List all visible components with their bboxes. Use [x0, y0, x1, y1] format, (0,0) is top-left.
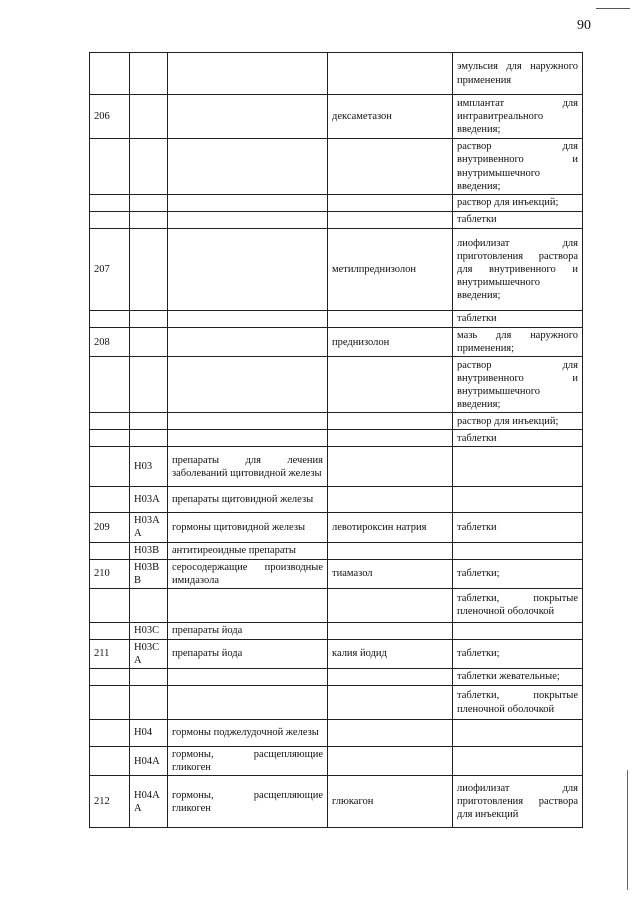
cell-group [168, 328, 328, 357]
cell-num: 206 [90, 95, 130, 139]
cell-code [130, 669, 168, 686]
cell-num [90, 588, 130, 622]
table-row [90, 328, 583, 357]
cell-form: таблетки [453, 212, 583, 229]
cell-name [328, 311, 453, 328]
cell-form: лиофилизат для приготовления раствора для внутривенного и внутримышечного введения; [453, 229, 583, 311]
cell-form: раствор для внутривенного и внутримышечного введения; [453, 357, 583, 413]
cell-code [130, 195, 168, 212]
cell-num: 212 [90, 776, 130, 828]
cell-form: лиофилизат для приготовления раствора для инъекций [453, 776, 583, 828]
cell-code [130, 588, 168, 622]
cell-name [328, 487, 453, 513]
cell-form [453, 622, 583, 639]
cell-group: антитиреоидные препараты [168, 542, 328, 559]
cell-code [130, 328, 168, 357]
cell-code [130, 357, 168, 413]
cell-num: 211 [90, 639, 130, 668]
cell-num [90, 53, 130, 95]
table-row [90, 669, 583, 686]
table-row [90, 413, 583, 430]
table-row [90, 195, 583, 212]
cell-name [328, 622, 453, 639]
table-row [90, 513, 583, 542]
table-row [90, 430, 583, 447]
table-row [90, 639, 583, 668]
table-row [90, 559, 583, 588]
cell-num [90, 720, 130, 747]
cell-name: преднизолон [328, 328, 453, 357]
cell-name [328, 357, 453, 413]
cell-num [90, 139, 130, 195]
cell-code: H03B [130, 542, 168, 559]
cell-code [130, 430, 168, 447]
cell-group [168, 413, 328, 430]
cell-code: H04 [130, 720, 168, 747]
table-row [90, 720, 583, 747]
cell-name [328, 747, 453, 776]
cell-name [328, 139, 453, 195]
cell-code [130, 413, 168, 430]
cell-code: H03B B [130, 559, 168, 588]
cell-group [168, 430, 328, 447]
cell-group: гормоны, расщепляющие гликоген [168, 776, 328, 828]
cell-num [90, 212, 130, 229]
cell-form: таблетки, покрытые пленочной оболочкой [453, 588, 583, 622]
cell-group: препараты йода [168, 639, 328, 668]
cell-form: таблетки [453, 430, 583, 447]
cell-form: таблетки [453, 311, 583, 328]
cell-name [328, 686, 453, 720]
cell-form: таблетки; [453, 559, 583, 588]
cell-num: 210 [90, 559, 130, 588]
cell-form: таблетки, покрытые пленочной оболочкой [453, 686, 583, 720]
table-row [90, 542, 583, 559]
cell-name [328, 588, 453, 622]
cell-num [90, 447, 130, 487]
table-row [90, 357, 583, 413]
cell-group: препараты йода [168, 622, 328, 639]
table-row [90, 212, 583, 229]
cell-name: левотироксин натрия [328, 513, 453, 542]
cell-form [453, 720, 583, 747]
cell-name [328, 212, 453, 229]
cell-name [328, 669, 453, 686]
cell-code: H03C A [130, 639, 168, 668]
cell-name: тиамазол [328, 559, 453, 588]
table-row [90, 447, 583, 487]
table-row [90, 686, 583, 720]
cell-name: калия йодид [328, 639, 453, 668]
cell-num: 209 [90, 513, 130, 542]
cell-name [328, 542, 453, 559]
cell-name [328, 195, 453, 212]
cell-num [90, 686, 130, 720]
cell-num [90, 357, 130, 413]
cell-code: H03A [130, 487, 168, 513]
cell-code: H03C [130, 622, 168, 639]
cell-name [328, 720, 453, 747]
cell-group [168, 139, 328, 195]
page-number: 90 [577, 18, 591, 33]
cell-group [168, 229, 328, 311]
cell-code: H03A A [130, 513, 168, 542]
table-row [90, 622, 583, 639]
cell-code [130, 139, 168, 195]
cell-group: серосодержащие производные имидазола [168, 559, 328, 588]
cell-group [168, 357, 328, 413]
corner-rule [596, 8, 630, 9]
margin-mark [627, 770, 628, 890]
cell-form [453, 542, 583, 559]
table-body [90, 53, 583, 828]
cell-code [130, 229, 168, 311]
cell-name: метилпреднизолон [328, 229, 453, 311]
cell-group [168, 53, 328, 95]
cell-name [328, 447, 453, 487]
cell-num [90, 195, 130, 212]
table-row [90, 229, 583, 311]
cell-form [453, 487, 583, 513]
cell-name: дексаметазон [328, 95, 453, 139]
cell-name [328, 53, 453, 95]
cell-code [130, 95, 168, 139]
cell-code [130, 686, 168, 720]
cell-num [90, 413, 130, 430]
cell-group: препараты для лечения заболеваний щитовидной железы [168, 447, 328, 487]
drug-table [89, 52, 583, 828]
cell-num [90, 311, 130, 328]
table-row [90, 53, 583, 95]
cell-name [328, 413, 453, 430]
cell-form: таблетки жевательные; [453, 669, 583, 686]
cell-group [168, 686, 328, 720]
cell-num [90, 430, 130, 447]
cell-code: H04A A [130, 776, 168, 828]
table-row [90, 776, 583, 828]
cell-form: таблетки; [453, 639, 583, 668]
table-row [90, 487, 583, 513]
cell-num: 208 [90, 328, 130, 357]
cell-form: таблетки [453, 513, 583, 542]
cell-group: гормоны щитовидной железы [168, 513, 328, 542]
cell-num [90, 542, 130, 559]
cell-num [90, 487, 130, 513]
table-row [90, 747, 583, 776]
cell-group [168, 212, 328, 229]
cell-group [168, 669, 328, 686]
cell-form [453, 747, 583, 776]
cell-num: 207 [90, 229, 130, 311]
table-row [90, 311, 583, 328]
cell-form: раствор для инъекций; [453, 195, 583, 212]
cell-group [168, 588, 328, 622]
table-row [90, 95, 583, 139]
cell-num [90, 622, 130, 639]
cell-group [168, 195, 328, 212]
cell-code [130, 53, 168, 95]
table-row [90, 139, 583, 195]
cell-name: глюкагон [328, 776, 453, 828]
cell-code [130, 212, 168, 229]
cell-group [168, 95, 328, 139]
cell-code [130, 311, 168, 328]
cell-code: H03 [130, 447, 168, 487]
cell-form: имплантат для интравитреального введения; [453, 95, 583, 139]
cell-form: мазь для наружного применения; [453, 328, 583, 357]
cell-group: препараты щитовидной железы [168, 487, 328, 513]
cell-name [328, 430, 453, 447]
cell-form: раствор для внутривенного и внутримышечного введения; [453, 139, 583, 195]
cell-group: гормоны поджелудочной железы [168, 720, 328, 747]
cell-form [453, 447, 583, 487]
table-row [90, 588, 583, 622]
cell-group [168, 311, 328, 328]
cell-code: H04A [130, 747, 168, 776]
cell-form: раствор для инъекций; [453, 413, 583, 430]
cell-num [90, 747, 130, 776]
cell-num [90, 669, 130, 686]
cell-form: эмульсия для наружного применения [453, 53, 583, 95]
cell-group: гормоны, расщепляющие гликоген [168, 747, 328, 776]
